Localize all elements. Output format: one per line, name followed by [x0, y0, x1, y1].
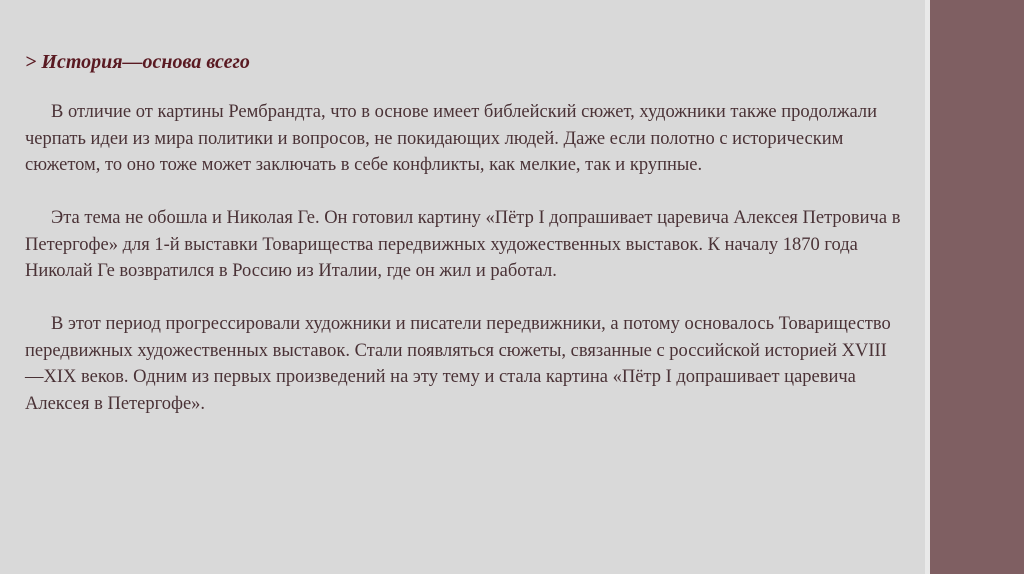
paragraph-2: Эта тема не обошла и Николая Ге. Он готовил картину «Пётр I допрашивает царевича Алексея Петровича в Петергофе» для 1-й выставки Товарищества передвижных художественных выставок. К началу 1870 года Николай Ге возвратился в Россию из Италии, где он жил и работал.: [25, 208, 901, 281]
slide-title: > История—основа всего: [25, 51, 250, 73]
slide-content: [25, 47, 905, 444]
paragraph-3: В этот период прогрессировали художники и писатели передвижники, а потому основалось Товарищество передвижных художественных выставок. Стали появляться сюжеты, связанные с российской историей XVIII—XIX веков. Одним из первых произведений на эту тему и стала картина «Пётр I допрашивает царевича Алексея в Петергофе».: [25, 314, 891, 414]
decorative-sidebar: [930, 0, 1024, 574]
paragraph-1: В отличие от картины Рембрандта, что в основе имеет библейский сюжет, художники также продолжали черпать идеи из мира политики и вопросов, не покидающих людей. Даже если полотно с историческим сюжетом, то оно тоже может заключать в себе конфликты, как мелкие, так и крупные.: [25, 102, 878, 175]
